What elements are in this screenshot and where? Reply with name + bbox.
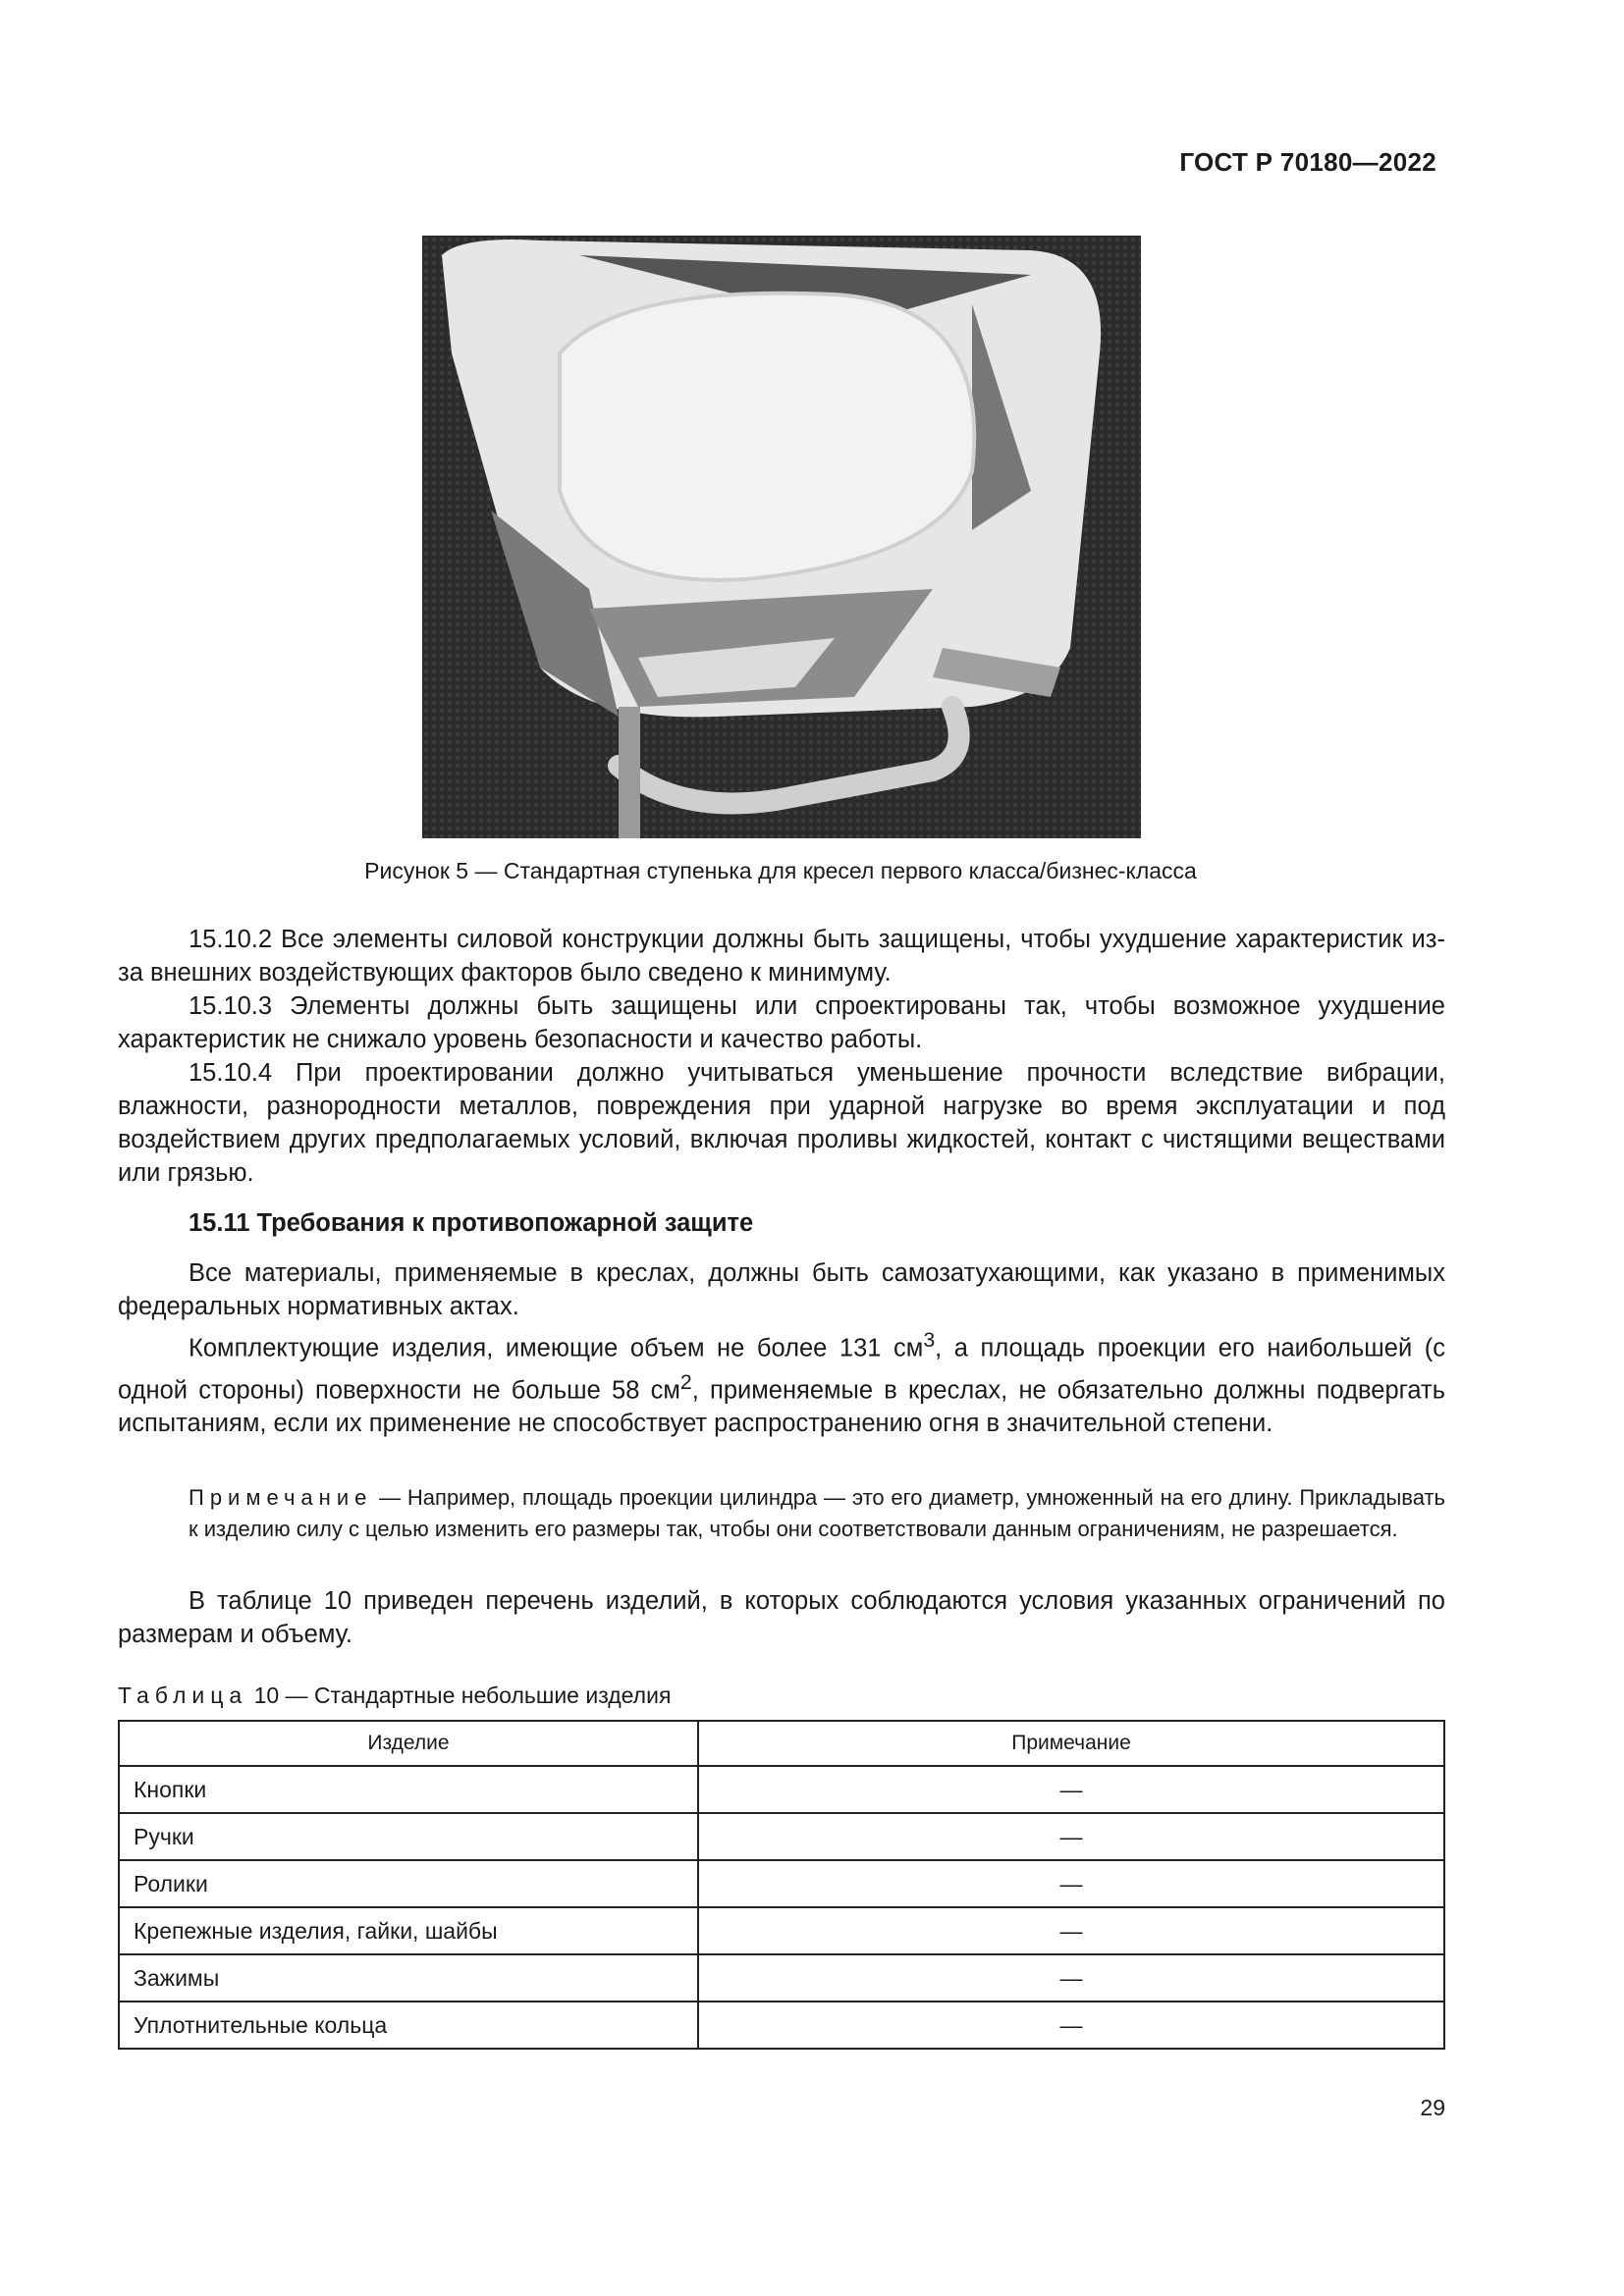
item-cell: Крепежные изделия, гайки, шайбы — [119, 1907, 698, 1954]
table-intro: В таблице 10 приведен перечень изделий, в которых соблюдаются условия указанных ограничений по размерам и объему. — [118, 1587, 1445, 1648]
fire-protection-block — [118, 1256, 1445, 1440]
table-row — [119, 1766, 1444, 1813]
note-label: Примечание — [189, 1485, 373, 1510]
table-caption — [118, 1682, 671, 1709]
figure-caption: Рисунок 5 — Стандартная ступенька для кресел первого класса/бизнес-класса — [364, 858, 1197, 883]
clause-15-10-4: 15.10.4 При проектировании должно учитываться уменьшение прочности вследствие вибрации, влажности, разнородности металлов, повреждения при ударной нагрузке во время эксплуатации и под воздействием других предполагаемых условий, включая проливы жидкостей, контакт с чистящими веществами или грязью. — [118, 1059, 1445, 1187]
note-cell: — — [698, 1907, 1444, 1954]
note-cell: — — [698, 2002, 1444, 2049]
table-row — [119, 1954, 1444, 2002]
fire-paragraph-2: Комплектующие изделия, имеющие объем не более 131 $см^3$, а площадь проекции его наибольшей (с одной стороны) поверхности не больше 58 $см^2$, применяемые в креслах, не обязательно должны подвергать испытаниям, если их применение не способствует распространению огня в значительной степени. — [118, 1328, 1445, 1437]
item-cell: Уплотнительные кольца — [119, 2002, 698, 2049]
clause-15-10-3: 15.10.3 Элементы должны быть защищены или спроектированы так, чтобы возможное ухудшение характеристик не снижало уровень безопасности и качество работы. — [118, 992, 1445, 1053]
note-text: — Например, площадь проекции цилиндра — это его диаметр, умноженный на его длину. Прикладывать к изделию силу с целью изменить его размеры так, чтобы они соответствовали данным ограничениям, не разрешается. — [189, 1485, 1445, 1541]
item-cell: Ролики — [119, 1860, 698, 1907]
table-row — [119, 2002, 1444, 2049]
clause-15-10-2: 15.10.2 Все элементы силовой конструкции должны быть защищены, чтобы ухудшение характеристик из-за внешних воздействующих факторов было сведено к минимуму. — [118, 926, 1445, 987]
seat-illustration — [422, 236, 1141, 838]
table-label: Таблица — [118, 1682, 248, 1708]
table-header-row — [119, 1721, 1444, 1766]
note-block — [189, 1482, 1445, 1545]
table-row — [119, 1860, 1444, 1907]
note-cell: — — [698, 1860, 1444, 1907]
section-heading: 15.11 Требования к противопожарной защите — [189, 1209, 754, 1237]
table-row — [119, 1907, 1444, 1954]
table-intro-block — [118, 1584, 1445, 1651]
fire-paragraph-1: Все материалы, применяемые в креслах, должны быть самозатухающими, как указано в применимых федеральных нормативных актах. — [118, 1259, 1445, 1320]
item-cell: Кнопки — [119, 1766, 698, 1813]
item-cell: Зажимы — [119, 1954, 698, 2002]
note-cell: — — [698, 1766, 1444, 1813]
document-id: ГОСТ Р 70180—2022 — [1179, 147, 1436, 177]
clause-15-10-block — [118, 923, 1445, 1190]
small-items-table — [118, 1720, 1445, 2050]
page-number: 29 — [1420, 2095, 1445, 2120]
item-cell: Ручки — [119, 1813, 698, 1860]
table-row — [119, 1813, 1444, 1860]
note-cell: — — [698, 1813, 1444, 1860]
column-header-note: Примечание — [698, 1721, 1444, 1766]
note-cell: — — [698, 1954, 1444, 2002]
seat-step-photo — [422, 236, 1141, 838]
table-title: 10 — Стандартные небольшие изделия — [247, 1682, 672, 1708]
column-header-item: Изделие — [119, 1721, 698, 1766]
